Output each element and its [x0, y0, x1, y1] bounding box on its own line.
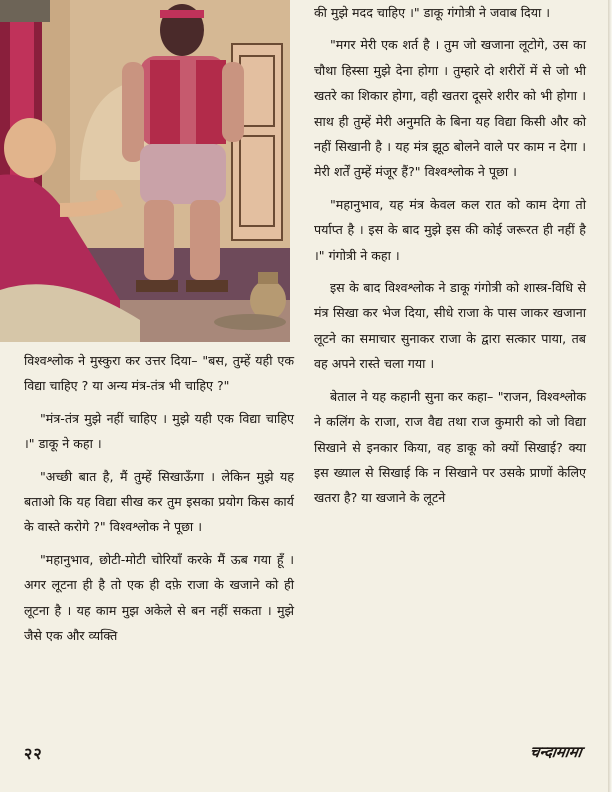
paragraph: "मगर मेरी एक शर्त है । तुम जो खजाना लूटोगे, उस का चौथा हिस्सा मुझे देना होगा । तुम्हारे दो शरीरों में से जो भी खतरे का शिकार होगा, वही खतरा दूसरे शरीर को भी होगा । साथ ही तुम्हें मेरी अनुमति के बिना यह विद्या किसी और को नहीं सिखानी है । यह मंत्र झूठ बोलने वाले पर काम न देगा । मेरी शर्तें तुम्हें मंजूर हैं?" विश्वश्लोक ने पूछा ।: [314, 37, 586, 180]
paragraph: इस के बाद विश्वश्लोक ने डाकू गंगोत्री को शास्त्र-विधि से मंत्र सिखा कर भेज दिया, सीधे राजा के पास जाकर खजाना लूटने का समाचार सुनाकर राजा के द्वारा सत्कार पाया, तब वह अपने रास्ते चला गया ।: [314, 280, 586, 372]
left-text-column: [24, 348, 294, 655]
right-text-column: [314, 0, 586, 518]
paragraph: "अच्छी बात है, मैं तुम्हें सिखाऊँगा । लेकिन मुझे यह बताओ कि यह विद्या सीख कर तुम इसका प्रयोग किस कार्य के वास्ते करोगे ?" विश्वश्लोक ने पूछा ।: [24, 468, 294, 535]
magazine-name: चन्दामामा: [529, 743, 584, 761]
page-number: २२: [24, 744, 43, 763]
paragraph: की मुझे मदद चाहिए ।" डाकू गंगोत्री ने जवाब दिया ।: [314, 5, 551, 20]
story-illustration: [0, 0, 290, 342]
illustration-dacoit-and-sage: [0, 0, 290, 342]
page-edge: [608, 0, 612, 792]
paragraph: "महानुभाव, छोटी-मोटी चोरियाँ करके मैं ऊब गया हूँ । अगर लूटना ही है तो एक ही दफ़े राजा के खजाने को ही लूटना है । यह काम मुझ अकेले से बन नहीं सकता । मुझे जैसे एक और व्यक्ति: [24, 551, 294, 644]
paragraph: "महानुभाव, यह मंत्र केवल कल रात को काम देगा तो पर्याप्त है । इस के बाद मुझे इस की कोई जरूरत ही नहीं है ।" गंगोत्री ने कहा ।: [314, 196, 586, 263]
paragraph: विश्वश्लोक ने मुस्कुरा कर उत्तर दिया– "बस, तुम्हें यही एक विद्या चाहिए ? या अन्य मंत्र-तंत्र भी चाहिए ?": [24, 353, 294, 394]
paragraph: बेताल ने यह कहानी सुना कर कहा– "राजन, विश्वश्लोक ने कलिंग के राजा, राज वैद्य तथा राज कुमारी को जो विद्या सिखाने से इनकार किया, वह डाकू को क्यों सिखाई? क्या इस ख्याल से सिखाई कि न सिखाने पर उसके प्राणों केलिए खतरा है? या खजाने के लूटने: [314, 388, 586, 506]
paragraph: "मंत्र-तंत्र मुझे नहीं चाहिए । मुझे यही एक विद्या चाहिए ।" डाकू ने कहा ।: [24, 410, 294, 452]
